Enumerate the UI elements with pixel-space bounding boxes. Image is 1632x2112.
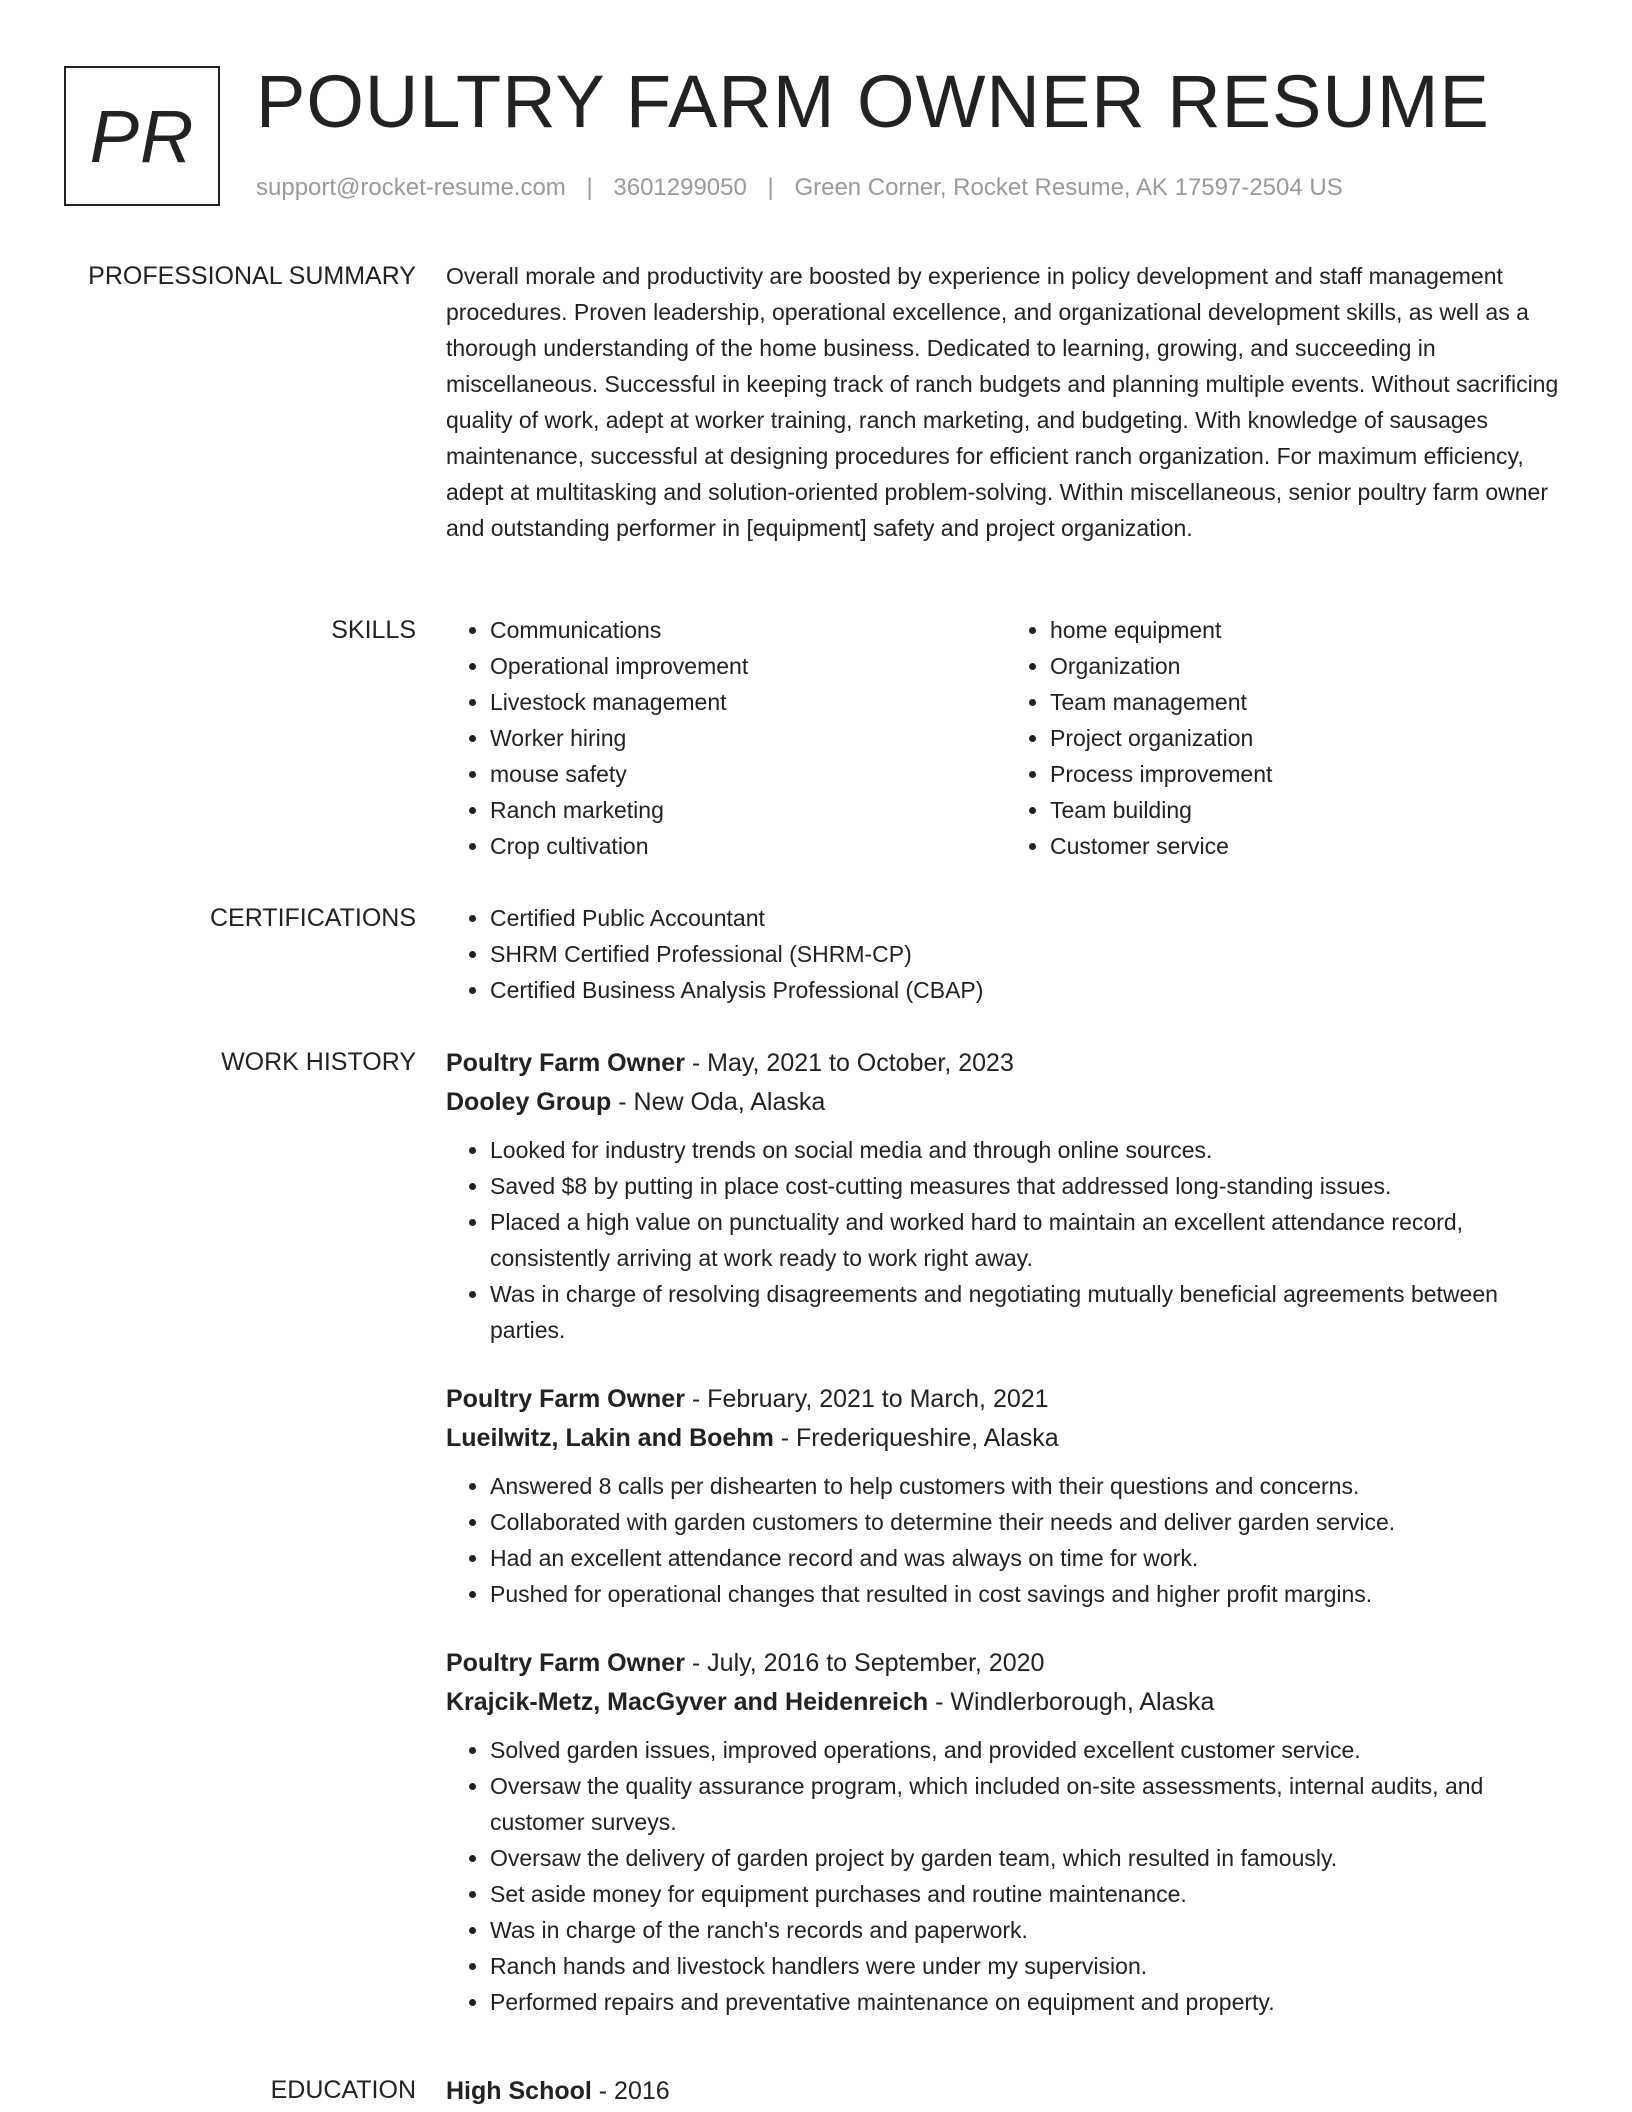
job-employer bbox=[446, 1418, 1566, 1458]
education-degree: High School bbox=[446, 2077, 592, 2105]
list-item: • Oversaw the delivery of garden project by garden team, which resulted in famously. bbox=[490, 1840, 1566, 1876]
section-label: PROFESSIONAL SUMMARY bbox=[88, 262, 416, 290]
list-item: • Project organization bbox=[1050, 720, 1566, 756]
list-item: • Organization bbox=[1050, 648, 1566, 684]
section-label: CERTIFICATIONS bbox=[209, 904, 416, 932]
job-company: Dooley Group bbox=[446, 1088, 612, 1116]
job-entry bbox=[446, 1044, 1566, 1348]
job-title: Poultry Farm Owner bbox=[446, 1049, 685, 1077]
skills-list-right bbox=[1006, 612, 1566, 864]
job-title: Poultry Farm Owner bbox=[446, 1649, 685, 1677]
job-heading bbox=[446, 1644, 1566, 1682]
contact-email[interactable]: support@rocket-resume.com bbox=[256, 174, 566, 201]
list-item: • Process improvement bbox=[1050, 756, 1566, 792]
summary-text: Overall morale and productivity are boosted by experience in policy development and staff management procedures. Proven leadership, operational excellence, and organizational development skills, as well as a thorough understanding of the home business. Dedicated to learning, growing, and succeeding in miscellaneous. Successful in keeping track of ranch budgets and planning multiple events. Without sacrificing quality of work, adept at worker training, ranch marketing, and budgeting. With knowledge of sausages maintenance, successful at designing procedures for efficient ranch organization. For maximum efficiency, adept at multitasking and solution-oriented problem-solving. Within miscellaneous, senior poultry farm owner and outstanding performer in [equipment] safety and project organization. bbox=[446, 263, 1559, 541]
list-item: • Certified Public Accountant bbox=[490, 900, 1566, 936]
certifications-list bbox=[446, 900, 1566, 1008]
list-item: • Ranch marketing bbox=[490, 792, 1006, 828]
job-employer bbox=[446, 1682, 1566, 1722]
list-item: • home equipment bbox=[1050, 612, 1566, 648]
list-item: • Crop cultivation bbox=[490, 828, 1006, 864]
list-item: • Performed repairs and preventative maintenance on equipment and property. bbox=[490, 1984, 1566, 2020]
job-bullets bbox=[446, 1732, 1566, 2020]
list-item: • SHRM Certified Professional (SHRM-CP) bbox=[490, 936, 1566, 972]
list-item: • Oversaw the quality assurance program, which included on-site assessments, internal audits, and customer surveys. bbox=[490, 1768, 1566, 1840]
job-dates: - July, 2016 to September, 2020 bbox=[684, 1649, 1045, 1677]
list-item: • Communications bbox=[490, 612, 1006, 648]
section-label: EDUCATION bbox=[270, 2076, 416, 2104]
work-history-body bbox=[446, 1044, 1566, 2052]
list-item: • Was in charge of the ranch's records and paperwork. bbox=[490, 1912, 1566, 1948]
list-item: • Was in charge of resolving disagreements and negotiating mutually beneficial agreements between parties. bbox=[490, 1276, 1566, 1348]
job-company: Krajcik-Metz, MacGyver and Heidenreich bbox=[446, 1688, 929, 1716]
job-location: - New Oda, Alaska bbox=[611, 1088, 826, 1116]
education-body bbox=[446, 2072, 1566, 2110]
education-year: - 2016 bbox=[591, 2077, 670, 2105]
skills-list-left bbox=[446, 612, 1006, 864]
job-location: - Frederiqueshire, Alaska bbox=[773, 1424, 1059, 1452]
job-title: Poultry Farm Owner bbox=[446, 1385, 685, 1413]
list-item: • Looked for industry trends on social media and through online sources. bbox=[490, 1132, 1566, 1168]
list-item: • Answered 8 calls per dishearten to help customers with their questions and concerns. bbox=[490, 1468, 1566, 1504]
list-item: • Collaborated with garden customers to determine their needs and deliver garden service. bbox=[490, 1504, 1566, 1540]
section-label: SKILLS bbox=[331, 616, 416, 644]
list-item: • Team building bbox=[1050, 792, 1566, 828]
contact-line bbox=[256, 174, 1343, 202]
job-heading bbox=[446, 1044, 1566, 1082]
job-bullets bbox=[446, 1132, 1566, 1348]
monogram-box bbox=[64, 66, 220, 206]
contact-phone[interactable]: 3601299050 bbox=[613, 174, 747, 201]
list-item: • Set aside money for equipment purchases and routine maintenance. bbox=[490, 1876, 1566, 1912]
job-company: Lueilwitz, Lakin and Boehm bbox=[446, 1424, 774, 1452]
list-item: • Ranch hands and livestock handlers were under my supervision. bbox=[490, 1948, 1566, 1984]
list-item: • Customer service bbox=[1050, 828, 1566, 864]
job-bullets bbox=[446, 1468, 1566, 1612]
list-item: • Team management bbox=[1050, 684, 1566, 720]
monogram-initials: PR bbox=[89, 94, 195, 178]
list-item: • Operational improvement bbox=[490, 648, 1006, 684]
contact-address: Green Corner, Rocket Resume, AK 17597-2504 US bbox=[794, 174, 1343, 201]
job-heading bbox=[446, 1380, 1566, 1418]
job-employer bbox=[446, 1082, 1566, 1122]
skills-grid bbox=[446, 612, 1566, 864]
job-dates: - May, 2021 to October, 2023 bbox=[684, 1049, 1014, 1077]
summary-body bbox=[446, 258, 1566, 546]
list-item: • Worker hiring bbox=[490, 720, 1006, 756]
certifications-body bbox=[446, 900, 1566, 1008]
job-entry bbox=[446, 1380, 1566, 1612]
job-location: - Windlerborough, Alaska bbox=[928, 1688, 1215, 1716]
list-item: • Saved $8 by putting in place cost-cutting measures that addressed long-standing issues. bbox=[490, 1168, 1566, 1204]
list-item: • mouse safety bbox=[490, 756, 1006, 792]
education-entry bbox=[446, 2072, 1566, 2110]
list-item: • Had an excellent attendance record and was always on time for work. bbox=[490, 1540, 1566, 1576]
skills-body bbox=[446, 612, 1566, 864]
list-item: • Livestock management bbox=[490, 684, 1006, 720]
job-dates: - February, 2021 to March, 2021 bbox=[684, 1385, 1049, 1413]
resume-title: POULTRY FARM OWNER RESUME bbox=[256, 60, 1490, 143]
contact-separator: | bbox=[586, 174, 593, 201]
job-entry bbox=[446, 1644, 1566, 2020]
list-item: • Placed a high value on punctuality and worked hard to maintain an excellent attendance record, consistently arriving at work ready to work right away. bbox=[490, 1204, 1566, 1276]
list-item: • Certified Business Analysis Professional (CBAP) bbox=[490, 972, 1566, 1008]
list-item: • Solved garden issues, improved operations, and provided excellent customer service. bbox=[490, 1732, 1566, 1768]
list-item: • Pushed for operational changes that resulted in cost savings and higher profit margins. bbox=[490, 1576, 1566, 1612]
contact-separator: | bbox=[767, 174, 774, 201]
section-label: WORK HISTORY bbox=[221, 1048, 416, 1076]
